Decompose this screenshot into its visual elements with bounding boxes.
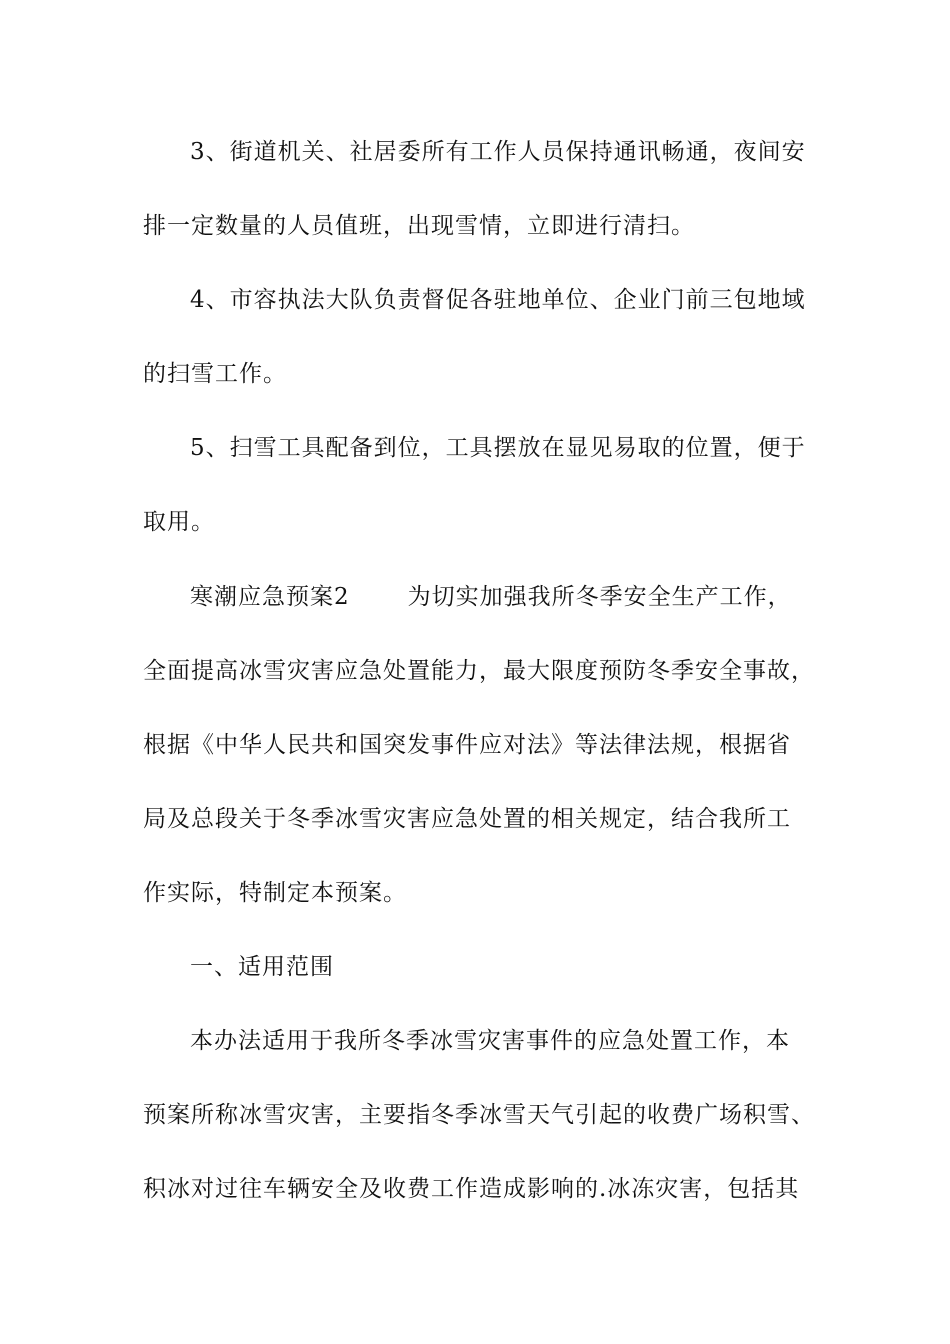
- paragraph-3-line-2: 排一定数量的人员值班，出现雪情，立即进行清扫。: [143, 213, 695, 239]
- plan-2-intro-start: 为切实加强我所冬季安全生产工作，: [407, 584, 792, 610]
- scope-line-3: 积冰对过往车辆安全及收费工作造成影响的.冰冻灾害，包括其: [143, 1176, 800, 1202]
- plan-2-title: 寒潮应急预案2: [190, 584, 350, 610]
- paragraph-4-line-1: 4、市容执法大队负责督促各驻地单位、企业门前三包地域: [190, 287, 806, 313]
- scope-line-2: 预案所称冰雪灾害，主要指冬季冰雪天气引起的收费广场积雪、: [143, 1102, 815, 1128]
- paragraph-4-line-2: 的扫雪工作。: [143, 361, 287, 387]
- plan-2-first-line: [0, 582, 950, 612]
- plan-2-line-5: 作实际，特制定本预案。: [143, 880, 407, 906]
- scope-line-1: 本办法适用于我所冬季冰雪灾害事件的应急处置工作，本: [190, 1028, 790, 1054]
- plan-2-line-4: 局及总段关于冬季冰雪灾害应急处置的相关规定，结合我所工: [143, 806, 791, 832]
- plan-2-line-3: 根据《中华人民共和国突发事件应对法》等法律法规，根据省: [143, 732, 791, 758]
- paragraph-3-line-1: 3、街道机关、社居委所有工作人员保持通讯畅通，夜间安: [190, 139, 806, 165]
- paragraph-5-line-2: 取用。: [143, 509, 215, 535]
- paragraph-5-line-1: 5、扫雪工具配备到位，工具摆放在显见易取的位置，便于: [190, 435, 806, 461]
- section-heading-scope: 一、适用范围: [190, 954, 334, 980]
- plan-2-line-2: 全面提高冰雪灾害应急处置能力，最大限度预防冬季安全事故，: [143, 658, 815, 684]
